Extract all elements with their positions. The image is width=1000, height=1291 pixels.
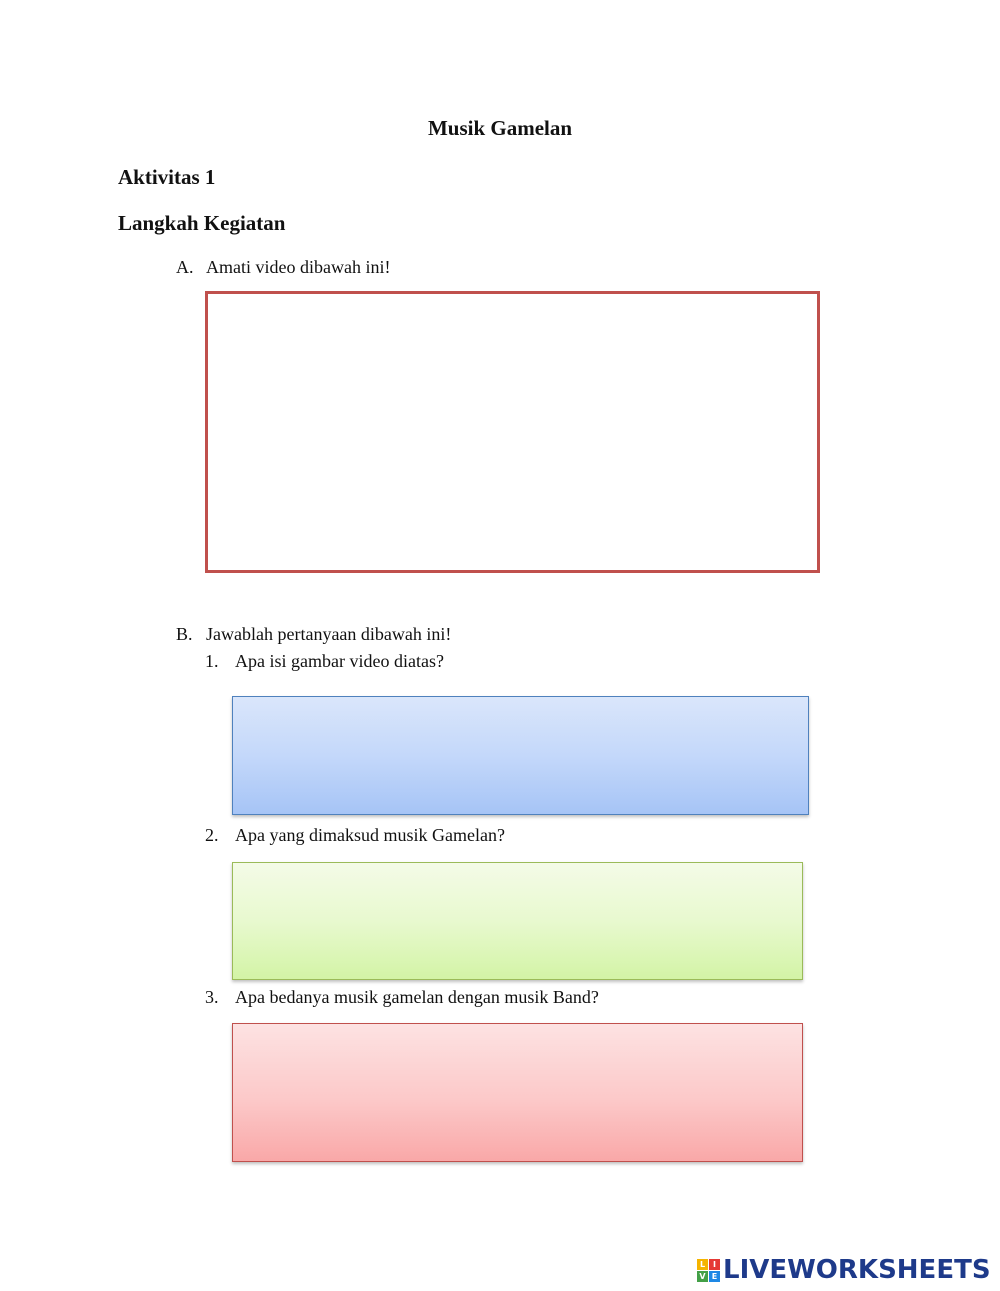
- question-1-text: Apa isi gambar video diatas?: [235, 651, 444, 671]
- section-b-instruction: Jawablah pertanyaan dibawah ini!: [206, 624, 452, 644]
- activity-heading: Aktivitas 1: [118, 165, 216, 189]
- logo-mark-letter: V: [697, 1271, 708, 1282]
- answer-box-3[interactable]: [232, 1023, 803, 1162]
- question-1-line: [205, 651, 444, 672]
- answer-box-2[interactable]: [232, 862, 803, 980]
- video-frame[interactable]: [205, 291, 820, 573]
- question-2-line: [205, 825, 505, 846]
- question-3-text: Apa bedanya musik gamelan dengan musik Band?: [235, 987, 599, 1007]
- logo-mark-icon: [697, 1259, 720, 1282]
- section-b-marker: B.: [176, 624, 193, 644]
- section-a-instruction-line: [176, 257, 390, 278]
- question-2-number: 2.: [205, 825, 219, 845]
- question-3-number: 3.: [205, 987, 219, 1007]
- section-a-marker: A.: [176, 257, 194, 277]
- document-title: Musik Gamelan: [427, 116, 573, 140]
- steps-heading: Langkah Kegiatan: [118, 211, 286, 235]
- question-1-number: 1.: [205, 651, 219, 671]
- logo-text: LIVEWORKSHEETS: [723, 1255, 991, 1285]
- answer-box-1[interactable]: [232, 696, 809, 815]
- section-a-instruction: Amati video dibawah ini!: [206, 257, 391, 277]
- section-b-instruction-line: [176, 624, 451, 645]
- question-3-line: [205, 987, 599, 1008]
- logo-mark-letter: E: [709, 1271, 720, 1282]
- question-2-text: Apa yang dimaksud musik Gamelan?: [235, 825, 505, 845]
- logo-mark-letter: I: [709, 1259, 720, 1270]
- logo-mark-letter: L: [697, 1259, 708, 1270]
- liveworksheets-logo: [697, 1254, 991, 1286]
